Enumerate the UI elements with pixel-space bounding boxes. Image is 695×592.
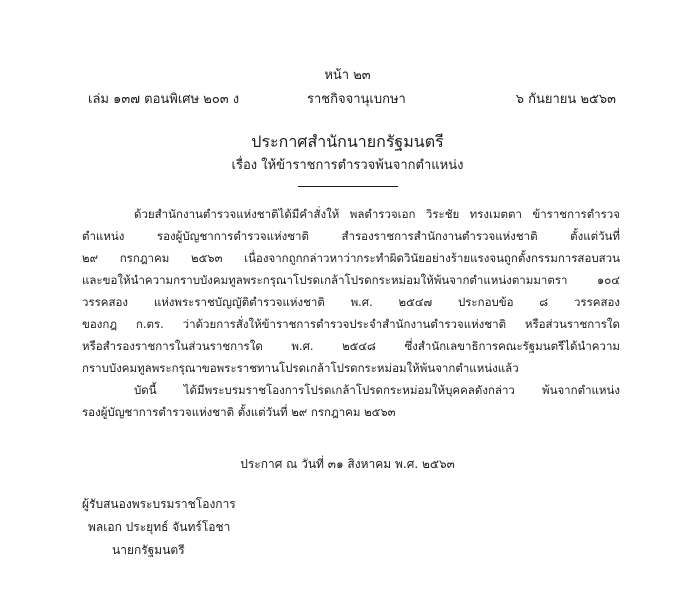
- paragraph-1-line: ๒๙ กรกฎาคม ๒๕๖๓ เนื่องจากถูกกล่าวหาว่ากระทำผิดวินัยอย่างร้ายแรงจนถูกตั้งกรรมการสอบสวน: [82, 251, 620, 265]
- paragraph-1-line: วรรคสอง แห่งพระราชบัญญัติตำรวจแห่งชาติ พ.ศ. ๒๕๔๗ ประกอบข้อ ๘ วรรคสอง: [82, 295, 620, 309]
- title-divider: [298, 186, 398, 187]
- publication-date: ๖ กันยายน ๒๕๖๓: [515, 92, 616, 107]
- paragraph-1-line: ของกฎ ก.ตร. ว่าด้วยการสั่งให้ข้าราชการตำรวจประจำสำนักงานตำรวจแห่งชาติ หรือส่วนราชการใด: [82, 317, 620, 331]
- signatory-name: พลเอก ประยุทธ์ จันทร์โอชา: [88, 520, 231, 534]
- paragraph-1-line: ด้วยสำนักงานตำรวจแห่งชาติได้มีคำสั่งให้ พลตำรวจเอก วิระชัย ทรงเมตตา ข้าราชการตำรวจ: [134, 207, 620, 221]
- paragraph-2-line: บัดนี้ ได้มีพระบรมราชโองการโปรดเกล้าโปรดกระหม่อมให้บุคคลดังกล่าว พ้นจากตำแหน่ง: [134, 383, 620, 397]
- paragraph-1-line: กราบบังคมทูลพระกรุณาขอพระราชทานโปรดเกล้าโปรดกระหม่อมให้พ้นจากตำแหน่งแล้ว: [82, 361, 519, 375]
- paragraph-2-line: รองผู้บัญชาการตำรวจแห่งชาติ ตั้งแต่วันที่ ๒๙ กรกฎาคม ๒๕๖๓: [82, 405, 396, 419]
- document-body: [82, 204, 620, 424]
- paragraph-1-line: และขอให้นำความกราบบังคมทูลพระกรุณาโปรดเกล้าโปรดกระหม่อมให้พ้นจากตำแหน่งตามมาตรา ๑๐๔: [82, 273, 620, 287]
- paragraph-1-line: ตำแหน่ง รองผู้บัญชาการตำรวจแห่งชาติ สำรองราชการสำนักงานตำรวจแห่งชาติ ตั้งแต่วันที่: [82, 229, 620, 243]
- document-subject: เรื่อง ให้ข้าราชการตำรวจพ้นจากตำแหน่ง: [231, 158, 464, 173]
- publication-name: ราชกิจจานุเบกษา: [307, 92, 406, 107]
- page-number: หน้า ๒๓: [324, 68, 371, 83]
- signatory-title: นายกรัฐมนตรี: [112, 543, 185, 557]
- paragraph-1-line: หรือสำรองราชการในส่วนราชการใด พ.ศ. ๒๕๔๘ ซึ่งสำนักเลขาธิการคณะรัฐมนตรีได้นำความ: [82, 339, 620, 353]
- document-title: ประกาศสำนักนายกรัฐมนตรี: [251, 132, 444, 151]
- announcement-date: ประกาศ ณ วันที่ ๓๑ สิงหาคม พ.ศ. ๒๕๖๓: [240, 457, 455, 471]
- volume-issue: เล่ม ๑๓๗ ตอนพิเศษ ๒๐๓ ง: [88, 92, 240, 107]
- countersign-label: ผู้รับสนองพระบรมราชโองการ: [82, 497, 236, 511]
